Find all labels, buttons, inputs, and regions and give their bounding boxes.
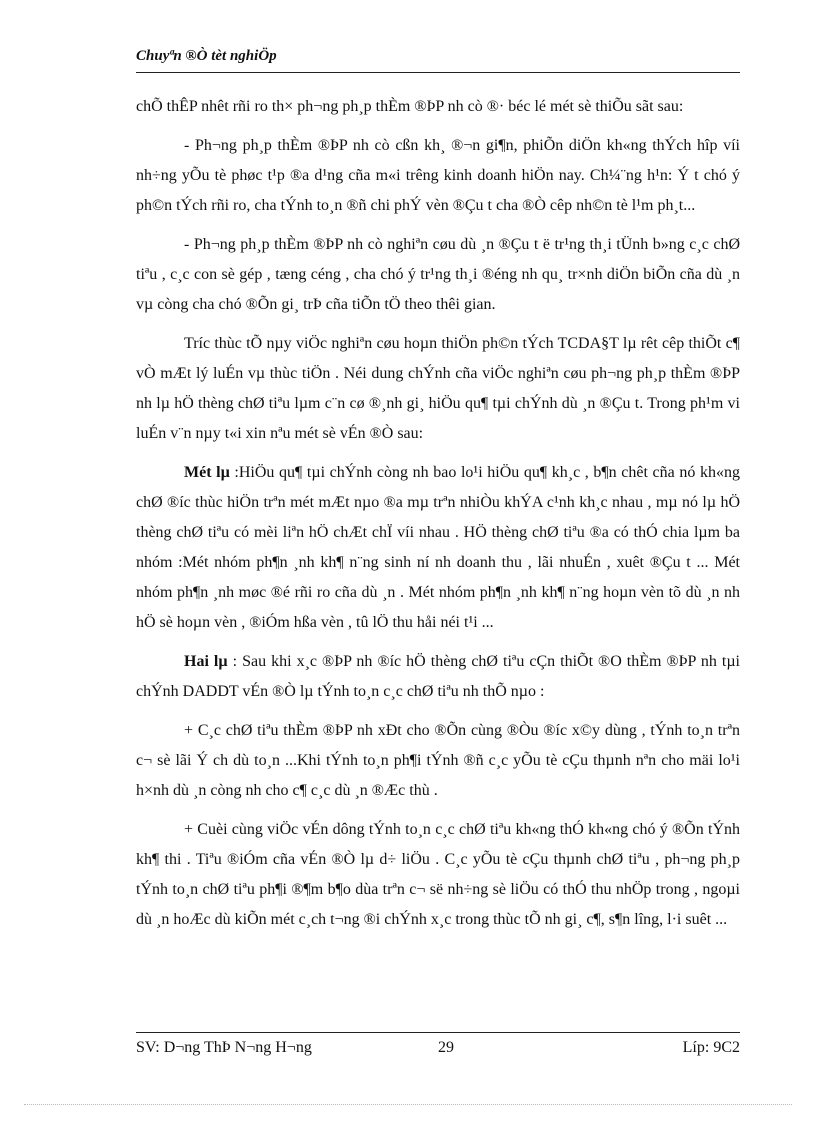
footer-divider (136, 1032, 740, 1033)
paragraph-6 (136, 647, 740, 707)
paragraph-2: - Ph¬ng ph¸p thÈm ®ÞP nh cò cßn kh¸ ®¬n gi¶n, phiÕn diÖn kh«ng thÝch hîp víi nh÷ng yÕu tè phøc t¹p ®a d¹ng cña m«i trêng kinh doanh hiÖn nay. Ch¼¨ng h¹n: Ý t chó ý ph©n tÝch rñi ro, cha tÝnh to¸n ®ñ chi phÝ vèn ®Çu t cha ®Ò cêp nh©n tè l¹m ph¸t... (136, 137, 740, 214)
paragraph-6-lead: Hai lµ (184, 653, 228, 670)
paragraph-8: + Cuèi cùng viÖc vÉn dông tÝnh to¸n c¸c chØ tiªu kh«ng thÓ kh«ng chó ý ®Õn tÝnh kh¶ thi . Tiªu ®iÓm cña vÉn ®Ò lµ d÷ liÖu . C¸c yÕu tè cÇu thµnh chØ tiªu , ph¬ng ph¸p tÝnh to¸n chØ tiªu ph¶i ®¶m b¶o dùa trªn c¬ së nh÷ng sè liÖu có thÓ thu nhÖp trong , ngoµi dù ¸n hoÆc dù kiÕn mét c¸ch t¬ng ®i chÝnh x¸c trong thùc tÕ nh gi¸ c¶, s¶n lîng, l·i suêt ... (136, 821, 740, 928)
footer-student-name: SV: D¬ng ThÞ N¬ng H¬ng (136, 1039, 312, 1056)
footer-page-number: 29 (438, 1039, 454, 1056)
page-bottom-divider (24, 1104, 792, 1105)
footer-class: Líp: 9C2 (682, 1039, 740, 1056)
header-divider (136, 72, 740, 73)
paragraph-7: + C¸c chØ tiªu thÈm ®ÞP nh xÐt cho ®Õn cùng ®Òu ®íc x©y dùng , tÝnh to¸n trªn c¬ sè lãi Ý ch dù to¸n ...Khi tÝnh to¸n ph¶i tÝnh ®ñ c¸c yÕu tè cÇu thµnh nªn cho mäi lo¹i h×nh dù ¸n còng nh cho c¶ c¸c dù ¸n ®Æc thù . (136, 722, 740, 799)
paragraph-4: Tríc thùc tÕ nµy viÖc nghiªn cøu hoµn thiÖn ph©n tÝch TCDA§T lµ rêt cêp thiÕt c¶ vÒ mÆt lý luÉn vµ thùc tiÖn . Néi dung chÝnh cña viÖc nghiªn cøu ph¬ng ph¸p thÈm ®ÞP nh lµ hÖ thèng chØ tiªu lµm c¨n cø ®¸nh gi¸ hiÖu qu¶ tµi chÝnh dù ¸n ®Çu t. Trong ph¹m vi luÉn v¨n nµy t«i xin nªu mét sè vÉn ®Ò sau: (136, 335, 740, 442)
document-header-title: Chuyªn ®Ò tèt nghiÖp (136, 48, 277, 64)
paragraph-5-text: :HiÖu qu¶ tµi chÝnh còng nh bao lo¹i hiÖu qu¶ kh¸c , b¶n chêt cña nó kh«ng chØ ®íc thùc hiÖn trªn mét mÆt nµo ®a mµ trªn nhiÒu khÝA c¹nh kh¸c nhau , mµ nó lµ hÖ thèng chØ tiªu có mèi liªn hÖ chÆt chÏ víi nhau . HÖ thèng chØ tiªu ®a có thÓ chia lµm ba nhóm :Mét nhóm ph¶n ¸nh kh¶ n¨ng sinh ní nh doanh thu , lãi nhuÉn , xuêt ®Çu t ... Mét nhóm ph¶n ¸nh møc ®é rñi ro cña dù ¸n . Mét nhóm ph¶n ¸nh kh¶ n¨ng hoµn vèn tõ dù ¸n nh hÖ sè hoµn vèn , ®iÓm hßa vèn , tû lÖ thu håi néi t¹i ... (136, 464, 740, 631)
paragraph-5-lead: Mét lµ (184, 464, 230, 481)
document-body (136, 92, 740, 944)
paragraph-3: - Ph¬ng ph¸p thÈm ®ÞP nh cò nghiªn cøu dù ¸n ®Çu t ë tr¹ng th¸i tÜnh b»ng c¸c chØ tiªu , c¸c con sè gép , tæng céng , cha chó ý tr¹ng th¸i ®éng nh qu¸ tr×nh diÖn biÕn cña dù ¸n vµ còng cha chó ®Õn gi¸ trÞ cña tiÕn tÖ theo thêi gian. (136, 236, 740, 313)
paragraph-5 (136, 458, 740, 638)
paragraph-1: chÕ thÊP nhêt rñi ro th× ph¬ng ph¸p thÈm ®ÞP nh cò ®· béc lé mét sè thiÕu sãt sau: (136, 98, 684, 115)
paragraph-6-text: : Sau khi x¸c ®ÞP nh ®íc hÖ thèng chØ tiªu cÇn thiÕt ®O thÈm ®ÞP nh tµi chÝnh DADDT vÉn ®Ò lµ tÝnh to¸n c¸c chØ tiªu nh thÕ nµo : (136, 653, 741, 700)
